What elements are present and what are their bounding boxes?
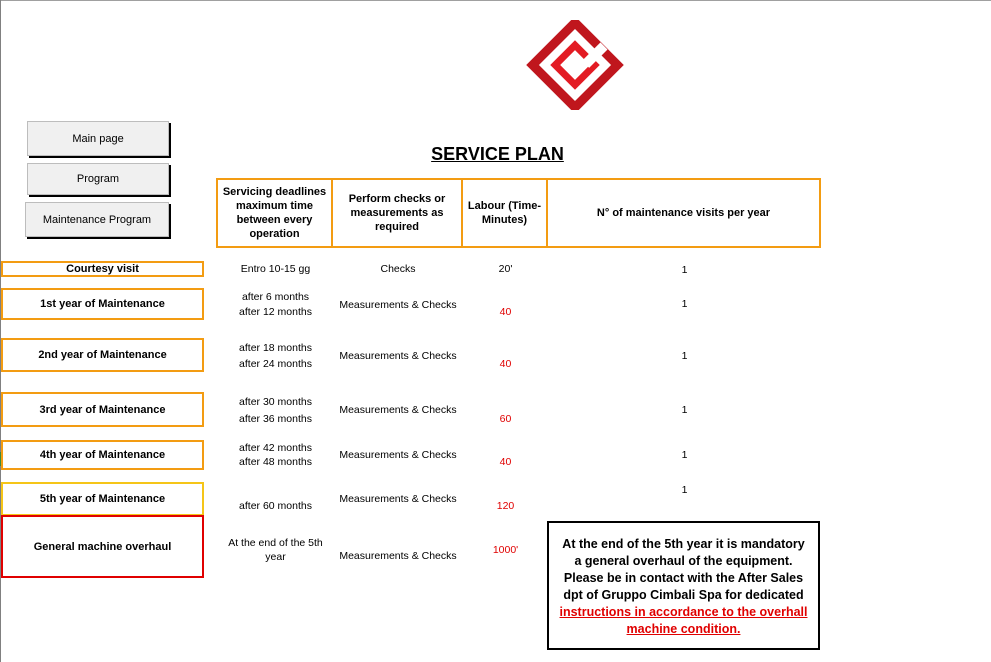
note-line-4: dpt of Gruppo Cimbali Spa for dedicated	[563, 588, 804, 602]
deadline-overhaul-a: At the end of the 5th	[228, 537, 323, 549]
labour-year2: 40	[499, 358, 512, 370]
maintenance-program-button[interactable]: Maintenance Program	[25, 202, 169, 237]
deadline-year4-b: after 48 months	[239, 456, 312, 468]
checks-overhaul: Measurements & Checks	[339, 550, 457, 562]
row-label-courtesy: Courtesy visit	[1, 261, 204, 277]
note-line-3: Please be in contact with the After Sales	[563, 571, 804, 585]
labour-year3: 60	[499, 413, 512, 425]
note-link-2[interactable]: machine condition.	[626, 622, 741, 636]
deadline-year4-a: after 42 months	[239, 442, 312, 454]
row-label-overhaul: General machine overhaul	[1, 515, 204, 578]
header-checks: Perform checks or measurements as required	[331, 178, 463, 248]
checks-year2: Measurements & Checks	[339, 350, 457, 362]
deadline-year3-b: after 36 months	[239, 413, 312, 425]
deadline-year1-b: after 12 months	[239, 306, 312, 318]
checks-year4: Measurements & Checks	[339, 449, 457, 461]
deadline-year2-b: after 24 months	[239, 358, 312, 370]
deadline-year3-a: after 30 months	[239, 396, 312, 408]
overhaul-note	[547, 521, 820, 650]
checks-courtesy: Checks	[380, 263, 416, 275]
header-deadlines: Servicing deadlines maximum time between every operation	[216, 178, 333, 248]
checks-year1: Measurements & Checks	[339, 299, 457, 311]
labour-year4: 40	[499, 456, 512, 468]
deadline-courtesy: Entro 10-15 gg	[240, 263, 311, 275]
row-label-year5: 5th year of Maintenance	[1, 482, 204, 516]
checks-year5: Measurements & Checks	[339, 493, 457, 505]
visits-courtesy: 1	[681, 264, 688, 276]
row-label-year4: 4th year of Maintenance	[1, 440, 204, 470]
visits-year1: 1	[681, 298, 688, 310]
note-line-1: At the end of the 5th year it is mandatory	[562, 537, 805, 551]
visits-year5: 1	[681, 484, 688, 496]
deadline-year1-a: after 6 months	[241, 291, 310, 303]
visits-year4: 1	[681, 449, 688, 461]
note-line-2: a general overhaul of the equipment.	[574, 554, 793, 568]
row-label-year1: 1st year of Maintenance	[1, 288, 204, 320]
deadline-year2-a: after 18 months	[239, 342, 312, 354]
header-labour: Labour (Time-Minutes)	[461, 178, 548, 248]
labour-courtesy: 20'	[498, 263, 513, 275]
top-border	[0, 0, 991, 1]
main-page-button[interactable]: Main page	[27, 121, 169, 156]
note-link-1[interactable]: instructions in accordance to the overhall	[559, 605, 808, 619]
deadline-overhaul-b: year	[265, 551, 286, 563]
checks-year3: Measurements & Checks	[339, 404, 457, 416]
labour-year1: 40	[499, 306, 512, 318]
visits-year3: 1	[681, 404, 688, 416]
header-visits: N° of maintenance visits per year	[546, 178, 821, 248]
program-button[interactable]: Program	[27, 163, 169, 195]
row-label-year2: 2nd year of Maintenance	[1, 338, 204, 372]
row-label-year3: 3rd year of Maintenance	[1, 392, 204, 427]
labour-year5: 120	[496, 500, 515, 512]
page-title: SERVICE PLAN	[431, 144, 564, 164]
deadline-year5: after 60 months	[239, 500, 312, 512]
visits-year2: 1	[681, 350, 688, 362]
labour-overhaul: 1000'	[492, 544, 519, 556]
logo-icon	[522, 20, 628, 110]
